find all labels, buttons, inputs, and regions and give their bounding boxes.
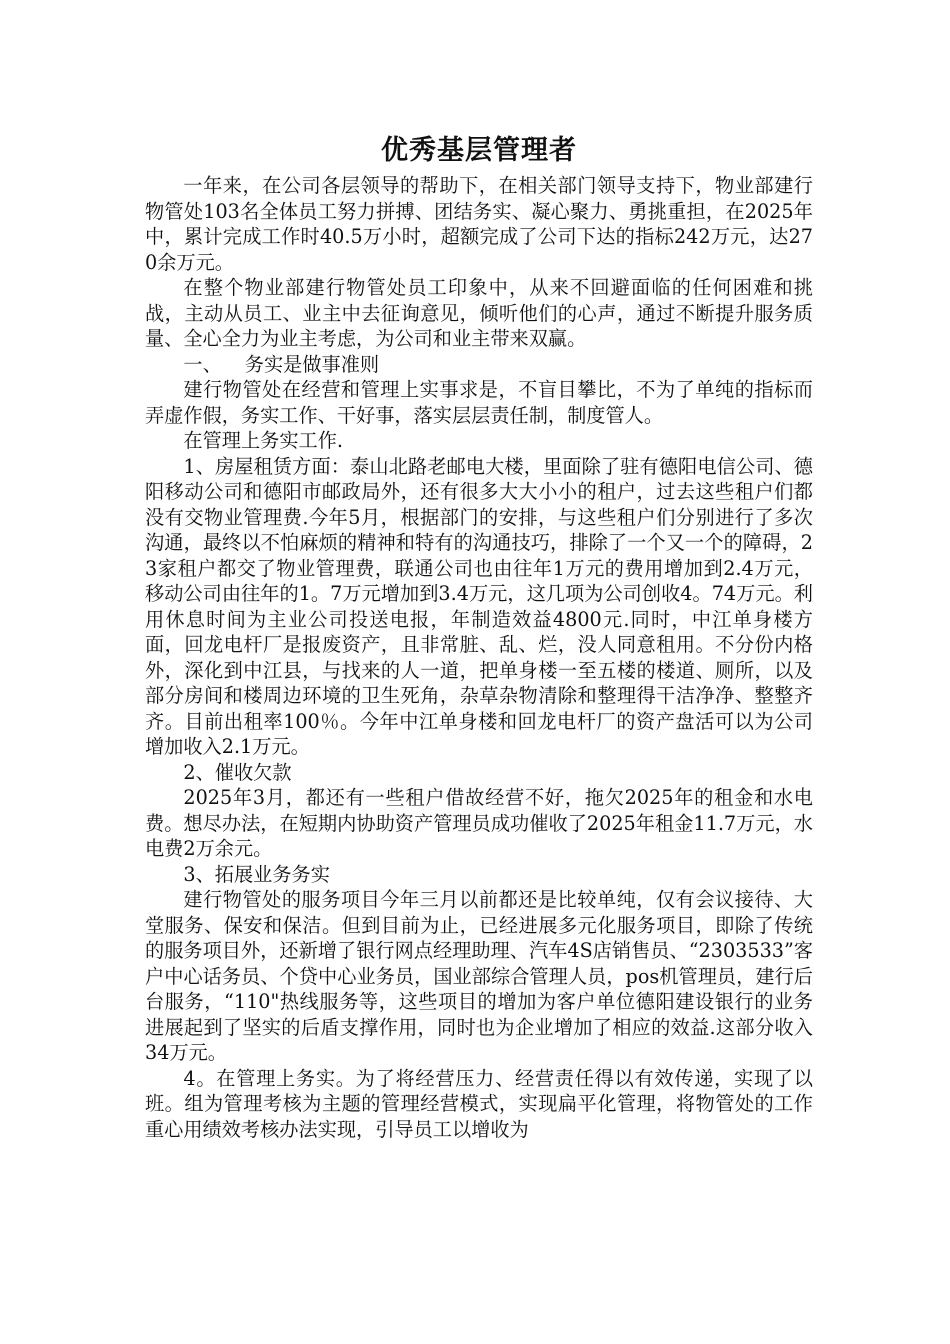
intro-paragraph-2: 在整个物业部建行物管处员工印象中，从来不回避面临的任何困难和挑战，主动从员工、业主中去征询意见，倾听他们的心声，通过不断提升服务质量、全心全力为业主考虑，为公司和业主带来双赢。 [145,276,813,350]
section-paragraph-3: 1、房屋租赁方面：泰山北路老邮电大楼，里面除了驻有德阳电信公司、德阳移动公司和德阳市邮政局外，还有很多大大小小的租户，过去这些租户们都没有交物业管理费.今年5月，根据部门的安排，与这些租户们分别进行了多次沟通，最终以不怕麻烦的精神和特有的沟通技巧，排除了一个又一个的障碍，23家租户都交了物业管理费，联通公司也由往年1万元的费用增加到2.4万元，移动公司由往年的1。7万元增加到3.4万元，这几项为公司创收4。74万元。利用休息时间为主业公司投送电报，年制造效益4800元.同时，中江单身楼方面，回龙电杆厂是报废资产，且非常脏、乱、烂，没人同意租用。不分份内格外，深化到中江县，与找来的人一道，把单身楼一至五楼的楼道、厕所，以及部分房间和楼周边环境的卫生死角，杂草杂物清除和整理得干洁净净、整整齐齐。目前出租率100％。今年中江单身楼和回龙电杆厂的资产盘活可以为公司增加收入2.1万元。 [145,454,813,758]
section-paragraph-8: 4。在管理上务实。为了将经营压力、经营责任得以有效传递，实现了以班。组为管理考核为主题的管理经营模式，实现扁平化管理，将物管处的工作重心用绩效考核办法实现，引导员工以增收为 [145,1066,813,1141]
section-paragraph-2: 在管理上务实工作. [183,429,343,452]
section-title: 务实是做事准则 [244,352,380,376]
document-title: 优秀基层管理者 [381,135,577,166]
section-heading [145,352,813,378]
section-paragraph-5: 2025年3月，都还有一些租户借故经营不好，拖欠2025年的租金和水电费。想尽办法，在短期内协助资产管理员成功催收了2025年租金11.7万元，水电费2万余元。 [145,786,813,860]
subheading-business-expansion: 3、拓展业务务实 [183,862,330,886]
section-number: 一、 [183,352,222,376]
section-paragraph-7: 建行物管处的服务项目今年三月以前都还是比较单纯，仅有会议接待、大堂服务、保安和保洁。但到目前为止，已经进展多元化服务项目，即除了传统的服务项目外，还新增了银行网点经理助理、汽车4S店销售员、“2303533”客户中心话务员、个贷中心业务员，国业部综合管理人员，pos机管理员，建行后台服务，“110"热线服务等，这些项目的增加为客户单位德阳建设银行的业务进展起到了坚实的后盾支撑作用，同时也为企业增加了相应的效益.这部分收入34万元。 [145,888,813,1064]
intro-paragraph-1: 一年来，在公司各层领导的帮助下，在相关部门领导支持下，物业部建行物管处103名全体员工努力拼搏、团结务实、凝心聚力、勇挑重担，在2025年中，累计完成工作时40.5万小时，超额完成了公司下达的指标242万元，达270余万元。 [145,174,813,274]
section-paragraph-1: 建行物管处在经营和管理上实事求是，不盲目攀比，不为了单纯的指标而弄虚作假，务实工作、干好事，落实层层责任制，制度管人。 [145,378,813,427]
subheading-debt-collection: 2、催收欠款 [183,760,292,784]
document-body [145,131,813,1142]
